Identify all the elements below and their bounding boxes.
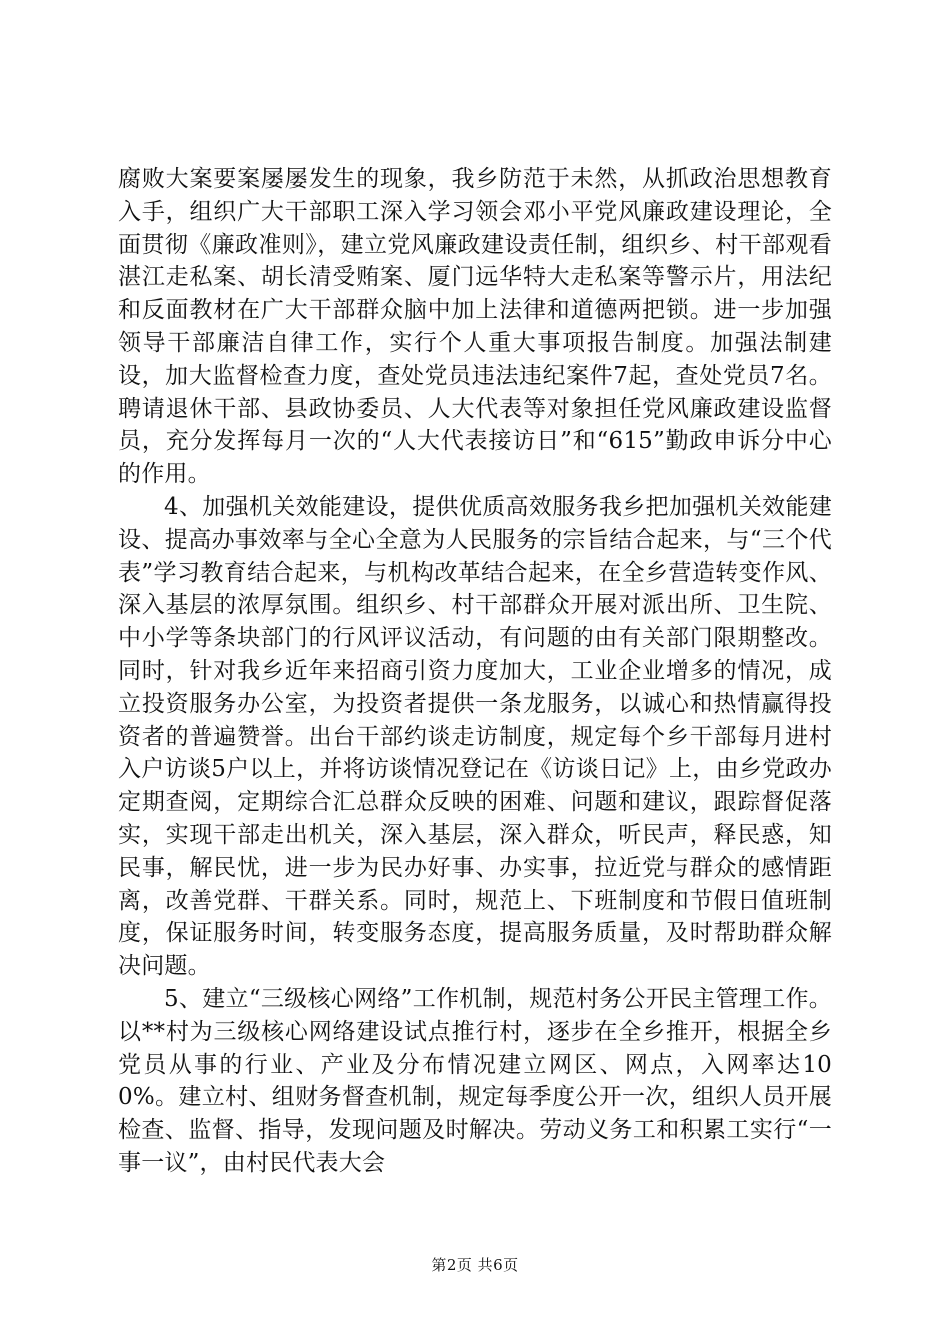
paragraph-item-4: 4、加强机关效能建设，提供优质高效服务我乡把加强机关效能建设、提高办事效率与全心全意为人民服务的宗旨结合起来，与“三个代表”学习教育结合起来，与机构改革结合起来，在全乡营造转变作风、深入基层的浓厚氛围。组织乡、村干部群众开展对派出所、卫生院、中小学等条块部门的行风评议活动，有问题的由有关部门限期整改。同时，针对我乡近年来招商引资力度加大，工业企业增多的情况，成立投资服务办公室，为投资者提供一条龙服务，以诚心和热情赢得投资者的普遍赞誉。出台干部约谈走访制度，规定每个乡干部每月进村入户访谈5户以上，并将访谈情况登记在《访谈日记》上，由乡党政办定期查阅，定期综合汇总群众反映的困难、问题和建议，跟踪督促落实，实现干部走出机关，深入基层，深入群众，听民声，释民惑，知民事，解民忧，进一步为民办好事、办实事，拉近党与群众的感情距离，改善党群、干群关系。同时，规范上、下班制度和节假日值班制度，保证服务时间，转变服务态度，提高服务质量，及时帮助群众解决问题。 xyxy=(118,493,832,980)
page-footer: 第2页 共6页 xyxy=(431,1256,519,1274)
paragraph-continuation: 腐败大案要案屡屡发生的现象，我乡防范于未然，从抓政治思想教育入手，组织广大干部职工深入学习领会邓小平党风廉政建设理论，全面贯彻《廉政准则》，建立党风廉政建设责任制，组织乡、村干部观看湛江走私案、胡长清受贿案、厦门远华特大走私案等警示片，用法纪和反面教材在广大干部群众脑中加上法律和道德两把锁。进一步加强领导干部廉洁自律工作，实行个人重大事项报告制度。加强法制建设，加大监督检查力度，查处党员违法违纪案件7起，查处党员7名。聘请退休干部、县政协委员、人大代表等对象担任党风廉政建设监督员，充分发挥每月一次的“人大代表接访日”和“615”勤政申诉分中心的作用。 xyxy=(118,166,832,488)
paragraph-item-5: 5、建立“三级核心网络”工作机制，规范村务公开民主管理工作。以**村为三级核心网络建设试点推行村，逐步在全乡推开，根据全乡党员从事的行业、产业及分布情况建立网区、网点，入网率达100%。建立村、组财务督查机制，规定每季度公开一次，组织人员开展检查、监督、指导，发现问题及时解决。劳动义务工和积累工实行“一事一议”，由村民代表大会 xyxy=(118,985,832,1176)
document-body xyxy=(118,163,832,1180)
